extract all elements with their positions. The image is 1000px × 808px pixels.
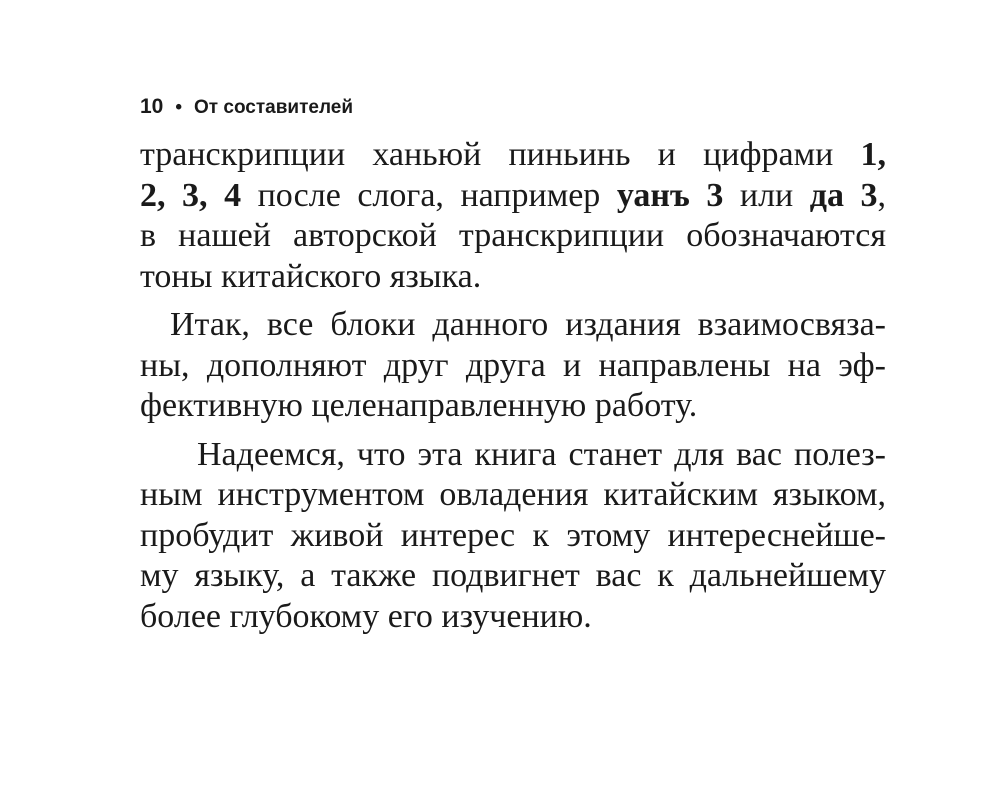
text-line: Надеемся, что эта книга станет для вас полез-	[197, 435, 886, 473]
text-line: му языку, а также подвигнет вас к дальнейшему	[140, 557, 886, 594]
section-title: От составителей	[194, 97, 354, 118]
paragraph-3	[140, 435, 886, 638]
text-line: Итак, все блоки данного издания взаимосвяза-	[170, 306, 886, 343]
text-run: ,	[877, 176, 887, 214]
text-line: тоны китайского языка.	[140, 257, 482, 295]
text-run: после слога, например	[241, 176, 617, 214]
bold-example: уанъ 3	[616, 176, 724, 214]
bold-example: да 3	[809, 176, 878, 214]
bold-numbers: 2, 3, 4	[140, 176, 242, 214]
text-line: ным инструментом овладения китайским языком,	[140, 476, 886, 513]
body-text	[140, 135, 886, 637]
text-line	[140, 176, 886, 217]
text-line: в нашей авторской транскрипции обозначаются	[140, 217, 886, 254]
text-line: более глубокому его изучению.	[140, 597, 592, 635]
paragraph-gap	[140, 297, 886, 305]
text-run: или	[723, 176, 810, 214]
text-run: транскрипции ханьюй пиньинь и цифрами	[140, 136, 861, 173]
text-line: пробудит живой интерес к этому интереснейше-	[140, 516, 886, 554]
bullet-separator: •	[175, 97, 183, 118]
text-line: фективную целенаправленную работу.	[140, 387, 698, 424]
text-line	[140, 135, 886, 176]
running-head	[140, 95, 353, 119]
bold-number: 1,	[860, 136, 886, 173]
page-number: 10	[140, 95, 164, 118]
paragraph-gap	[140, 427, 886, 435]
text-line: ны, дополняют друг друга и направлены на эф-	[140, 346, 886, 384]
paragraph-1	[140, 135, 886, 297]
paragraph-2	[140, 305, 886, 427]
